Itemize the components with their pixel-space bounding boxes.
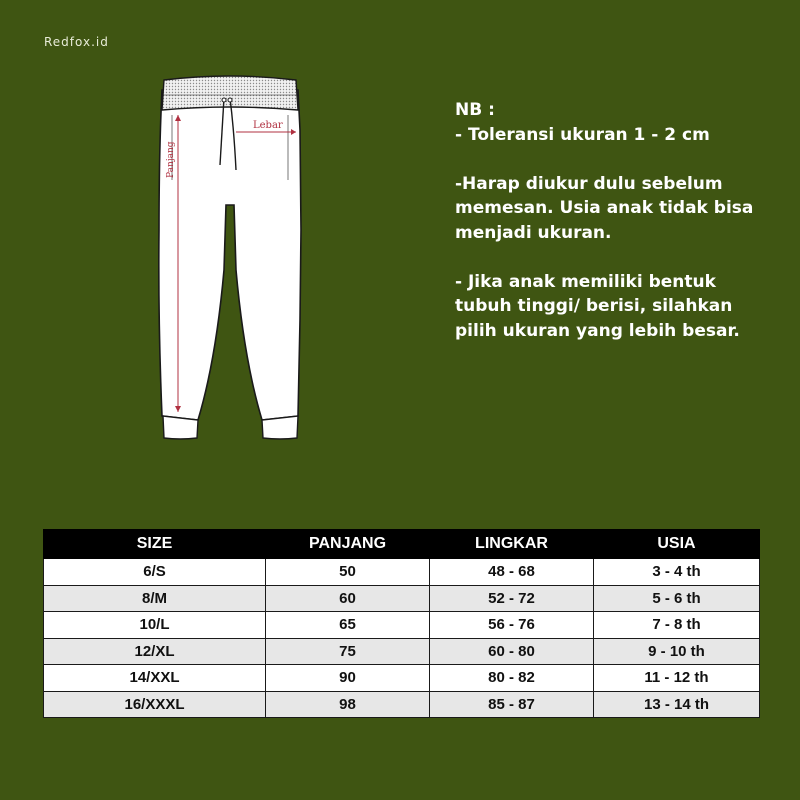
note-tolerance: - Toleransi ukuran 1 - 2 cm (455, 124, 710, 145)
waistband (162, 76, 298, 110)
notes-heading: NB : (455, 100, 495, 120)
cell-lingkar: 56 - 76 (430, 612, 594, 639)
cell-usia: 13 - 14 th (594, 691, 760, 718)
size-chart-table (43, 529, 760, 718)
table-header-row (44, 530, 760, 559)
table-row (44, 638, 760, 665)
cell-panjang: 90 (266, 665, 430, 692)
header-size: SIZE (44, 530, 266, 559)
cell-size: 12/XL (44, 638, 266, 665)
cell-panjang: 50 (266, 559, 430, 586)
width-label: Lebar (253, 120, 283, 131)
cell-size: 10/L (44, 612, 266, 639)
cell-panjang: 98 (266, 691, 430, 718)
brand-name: Redfox.id (44, 35, 109, 49)
table-row (44, 559, 760, 586)
cell-lingkar: 85 - 87 (430, 691, 594, 718)
cell-lingkar: 48 - 68 (430, 559, 594, 586)
length-label: Panjang (166, 141, 176, 178)
right-cuff (262, 416, 298, 439)
left-cuff (163, 416, 198, 439)
cell-lingkar: 60 - 80 (430, 638, 594, 665)
cell-lingkar: 52 - 72 (430, 585, 594, 612)
table-row (44, 585, 760, 612)
table-row (44, 691, 760, 718)
note-body-shape: - Jika anak memiliki bentuk tubuh tinggi/ berisi, silahkan pilih ukuran yang lebih besar. (455, 271, 740, 341)
cell-size: 14/XXL (44, 665, 266, 692)
header-usia: USIA (594, 530, 760, 559)
cell-usia: 11 - 12 th (594, 665, 760, 692)
cell-usia: 9 - 10 th (594, 638, 760, 665)
cell-lingkar: 80 - 82 (430, 665, 594, 692)
header-panjang: PANJANG (266, 530, 430, 559)
cell-size: 8/M (44, 585, 266, 612)
cell-size: 16/XXXL (44, 691, 266, 718)
pants-outline (159, 90, 301, 420)
cell-panjang: 75 (266, 638, 430, 665)
cell-usia: 5 - 6 th (594, 585, 760, 612)
header-lingkar: LINGKAR (430, 530, 594, 559)
cell-panjang: 60 (266, 585, 430, 612)
cell-panjang: 65 (266, 612, 430, 639)
table-row (44, 612, 760, 639)
cell-size: 6/S (44, 559, 266, 586)
table-row (44, 665, 760, 692)
cell-usia: 3 - 4 th (594, 559, 760, 586)
note-measure: -Harap diukur dulu sebelum memesan. Usia anak tidak bisa menjadi ukuran. (455, 173, 754, 243)
pants-diagram (150, 70, 310, 445)
cell-usia: 7 - 8 th (594, 612, 760, 639)
notes-block (455, 98, 775, 343)
